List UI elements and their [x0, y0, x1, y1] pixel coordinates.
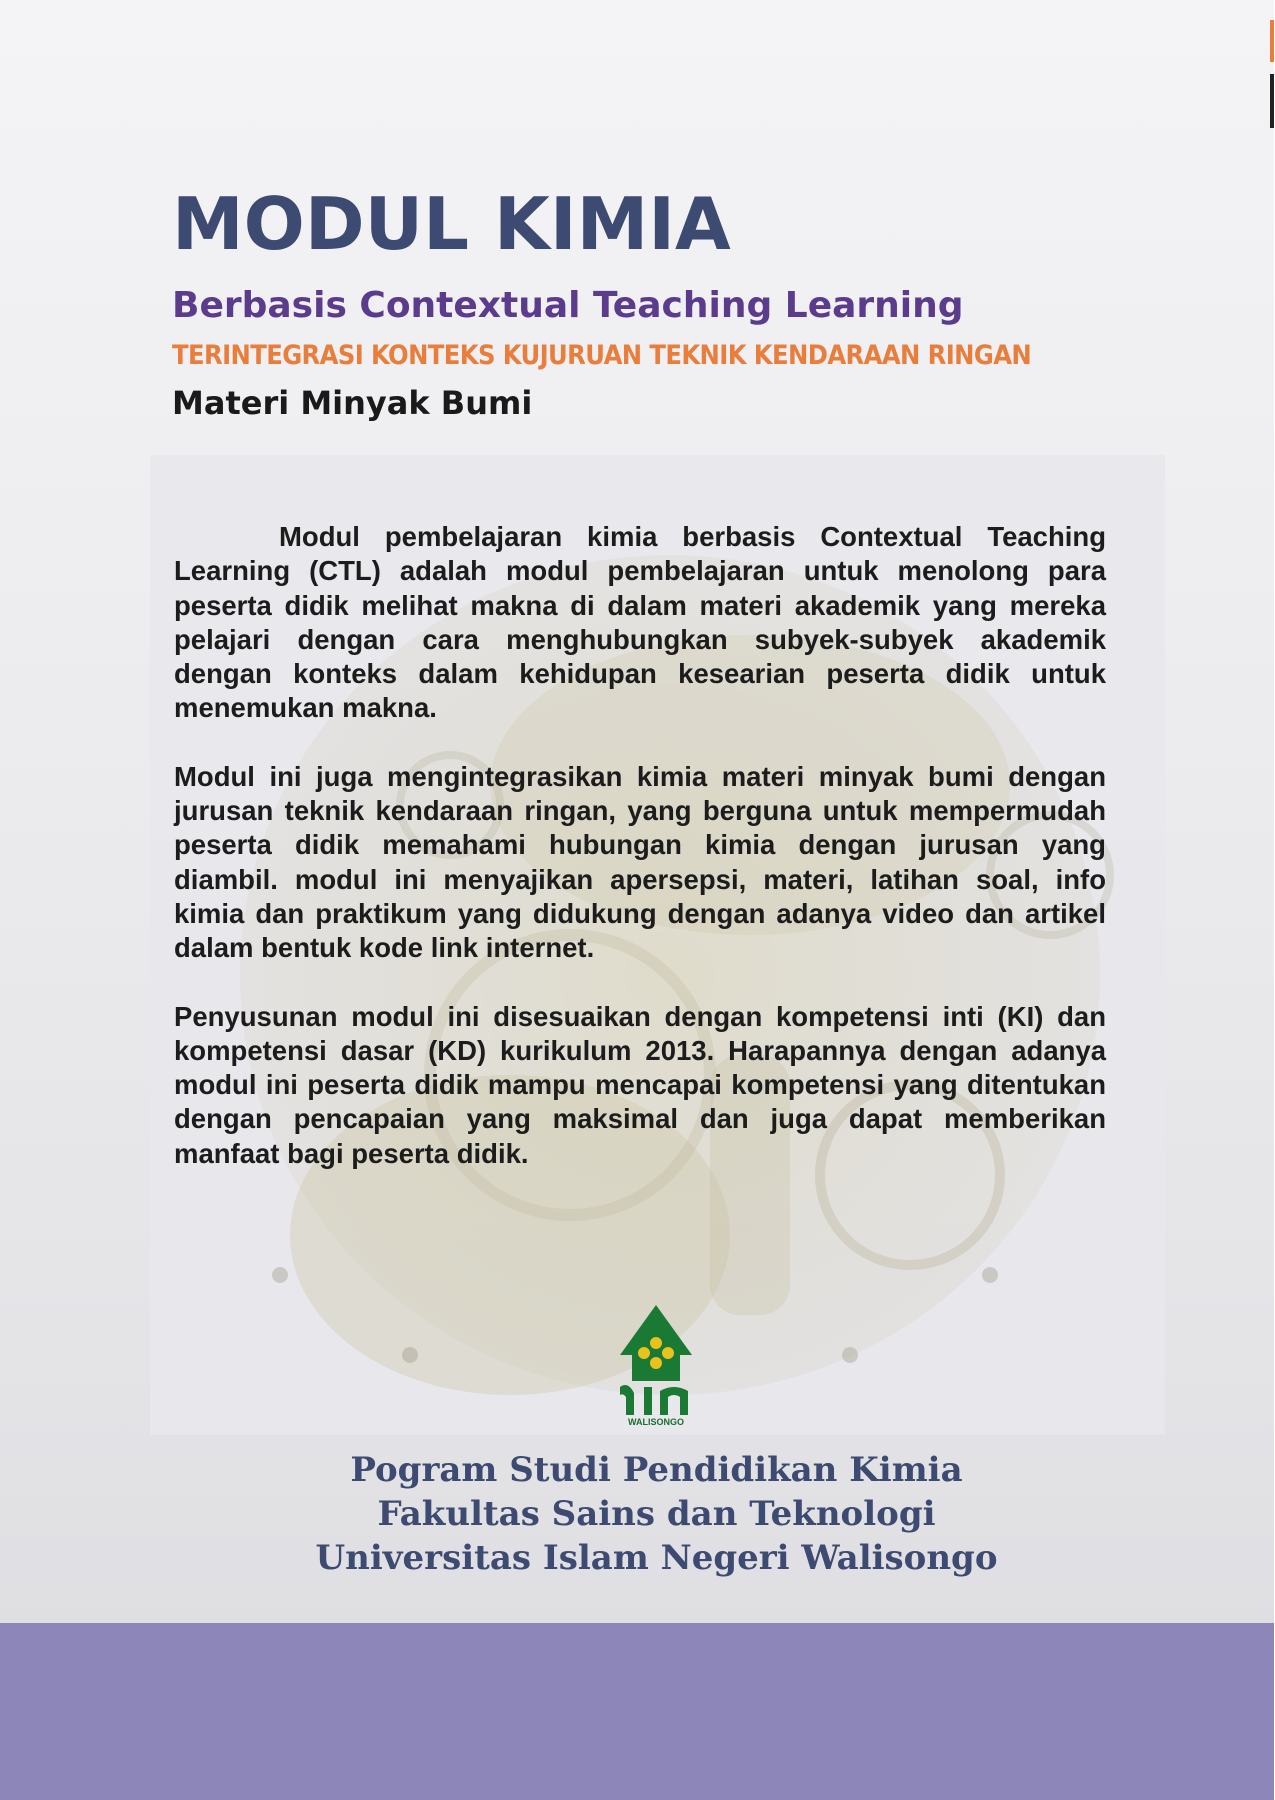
institution-faculty: Fakultas Sains dan Teknologi — [377, 1494, 936, 1534]
institution-university: Universitas Islam Negeri Walisongo — [315, 1538, 998, 1578]
cover-tagline: TERINTEGRASI KONTEKS KUJURUAN TEKNIK KENDARAAN RINGAN — [172, 340, 1032, 371]
description-text — [174, 520, 1106, 1205]
description-paragraph-1: Modul pembelajaran kimia berbasis Contextual Teaching Learning (CTL) adalah modul pembelajaran untuk menolong para peserta didik melihat makna di dalam materi akademik yang mereka pelajari dengan cara menghubungkan subyek-subyek akademik dengan konteks dalam kehidupan kesearian peserta didik untuk menemukan makna. — [174, 521, 1106, 724]
institution-program: Pogram Studi Pendidikan Kimia — [350, 1450, 963, 1490]
logo-caption: WALISONGO — [628, 1417, 684, 1427]
footer-band — [0, 1623, 1275, 1800]
uin-walisongo-logo-icon — [614, 1303, 698, 1427]
cover-title: MODUL KIMIA — [172, 182, 731, 266]
cover-subtitle: Berbasis Contextual Teaching Learning — [172, 285, 964, 326]
cover-topic: Materi Minyak Bumi — [172, 384, 533, 422]
description-paragraph-3: Penyusunan modul ini disesuaikan dengan kompetensi inti (KI) dan kompetensi dasar (KD) kurikulum 2013. Harapannya dengan adanya modul ini peserta didik mampu mencapai kompetensi yang ditentukan dengan pencapaian yang maksimal dan juga dapat memberikan manfaat bagi peserta didik. — [174, 1000, 1106, 1169]
description-paragraph-2: Modul ini juga mengintegrasikan kimia materi minyak bumi dengan jurusan teknik kendaraan ringan, yang berguna untuk mempermudah peserta didik memahami hubungan kimia dengan jurusan yang diambil. modul ini menyajikan apersepsi, materi, latihan soal, info kimia dan praktikum yang didukung dengan adanya video dan artikel dalam bentuk kode link internet. — [174, 760, 1106, 964]
